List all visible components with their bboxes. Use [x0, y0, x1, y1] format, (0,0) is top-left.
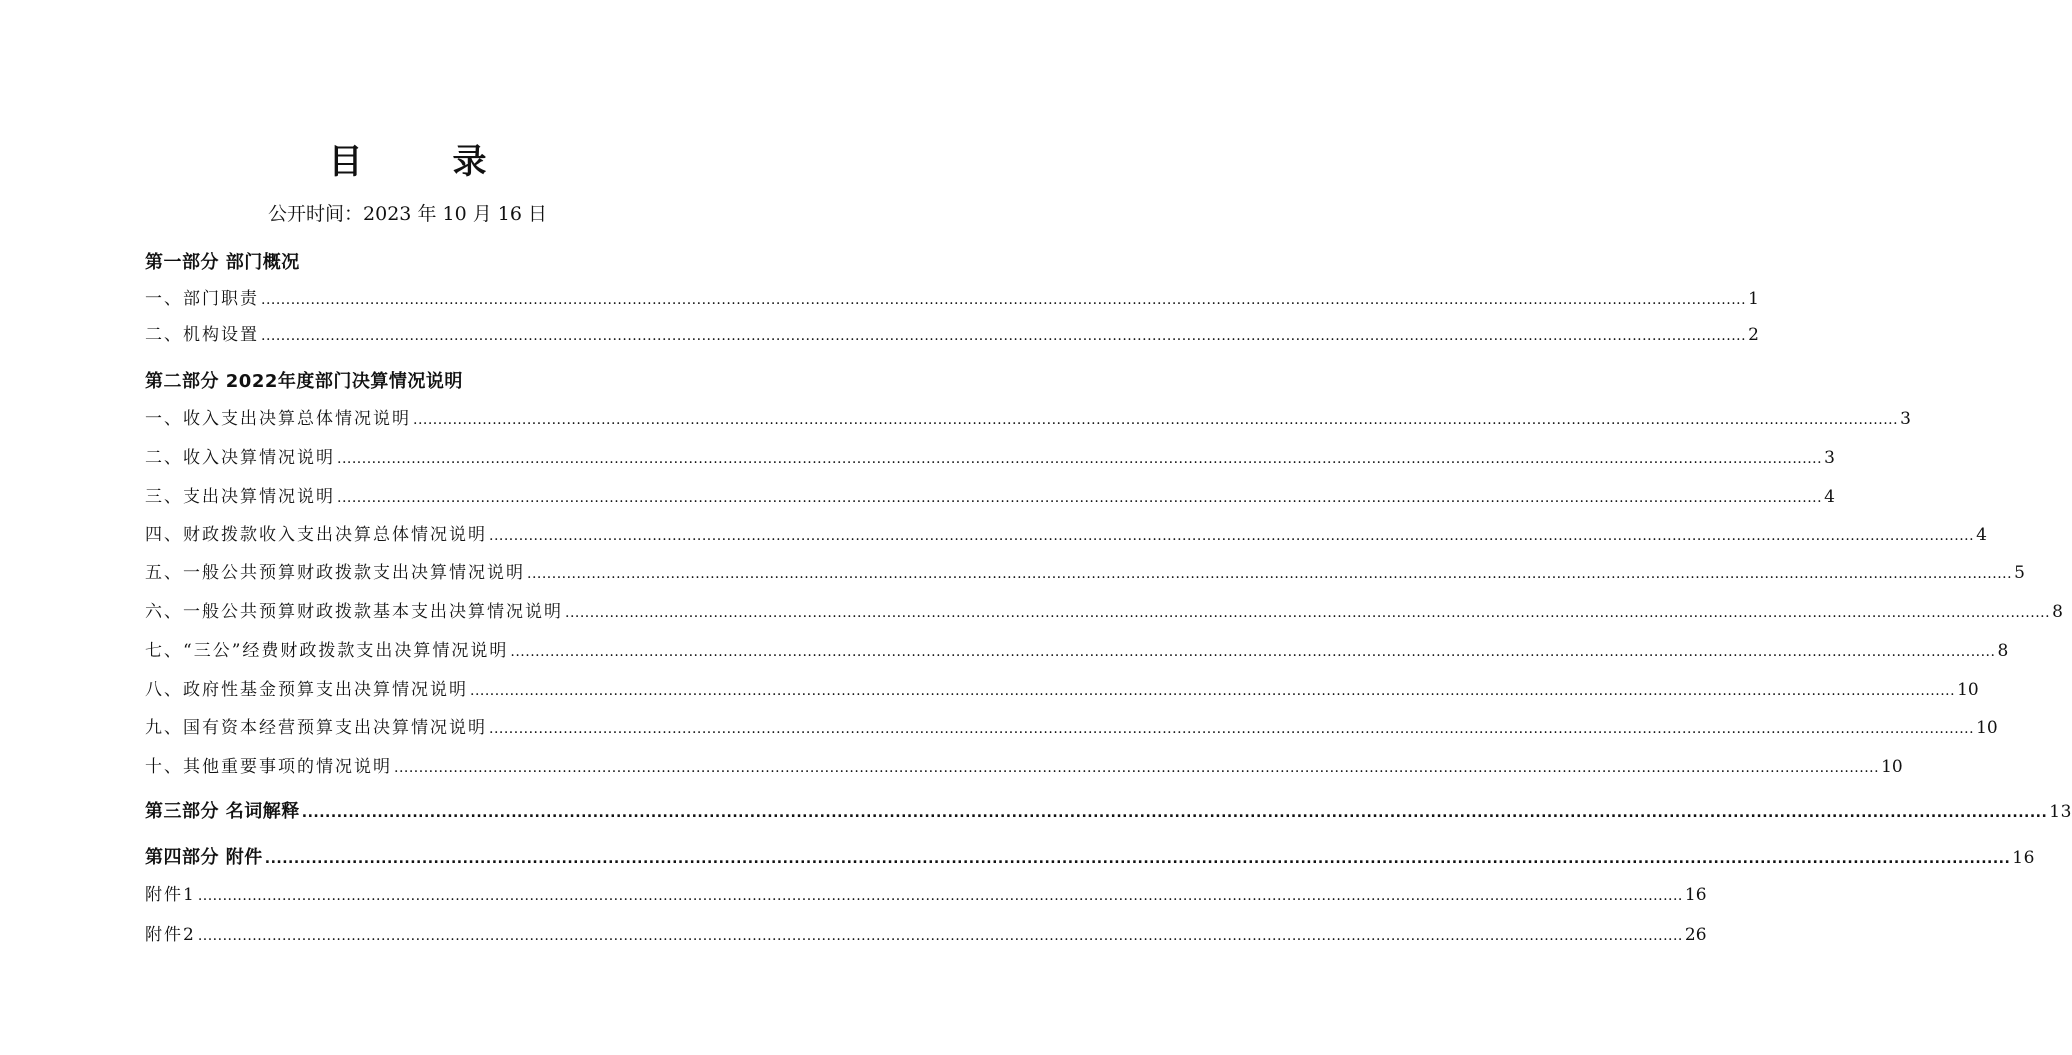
toc-page-number: 4 — [1976, 525, 1987, 545]
toc-entry[interactable] — [145, 880, 1707, 905]
toc-page-number: 3 — [1900, 409, 1911, 429]
toc-entry[interactable] — [145, 320, 1759, 345]
toc-page-number: 16 — [2012, 848, 2035, 868]
page-title: 目 录 — [328, 142, 515, 182]
toc-page-number: 10 — [1976, 718, 1998, 738]
toc-entry-label: 一、部门职责 — [145, 289, 259, 309]
toc-entry-label: 七、“三公”经费财政拨款支出决算情况说明 — [145, 641, 509, 661]
toc-entry[interactable] — [145, 920, 1707, 945]
toc-page-number: 2 — [1748, 325, 1759, 345]
toc-entry[interactable] — [145, 520, 1987, 545]
toc-entry-label: 第一部分 部门概况 — [145, 252, 300, 273]
toc-page-number: 26 — [1684, 925, 1707, 945]
toc-entry-label: 九、国有资本经营预算支出决算情况说明 — [145, 718, 487, 738]
toc-section-heading[interactable] — [145, 797, 2072, 823]
toc-page-number: 3 — [1824, 448, 1835, 468]
toc-page-number: 16 — [1684, 885, 1707, 905]
dot-leader: ............................................................................................................................................................................................................................................................................................................ — [413, 412, 1899, 428]
dot-leader: ............................................................................................................................................................................................................................................................................................................ — [489, 721, 1975, 737]
dot-leader: ............................................................................................................................................................................................................................................................................................................ — [470, 683, 1956, 699]
toc-entry[interactable] — [145, 284, 1759, 309]
toc-section-heading[interactable] — [145, 248, 713, 274]
toc-entry-label: 第二部分 2022年度部门决算情况说明 — [145, 371, 463, 392]
dot-leader: ............................................................................................................................................................................................................................................................................................................ — [337, 490, 1823, 506]
dot-leader: ............................................................................................................................................................................................................................................................................................................ — [197, 888, 1683, 904]
toc-entry[interactable] — [145, 443, 1835, 468]
toc-entry[interactable] — [145, 636, 2009, 661]
toc-entry[interactable] — [145, 597, 2063, 622]
toc-entry-label: 附件1 — [145, 885, 196, 905]
toc-entry-label: 三、支出决算情况说明 — [145, 487, 335, 507]
toc-page-number: 4 — [1824, 487, 1835, 507]
dot-leader: ............................................................................................................................................................................................................................................................................................................ — [510, 644, 1996, 660]
dot-leader: ............................................................................................................................................................................................................................................................................................................ — [264, 851, 2011, 867]
toc-entry[interactable] — [145, 558, 2025, 583]
toc-page-number: 13 — [2049, 802, 2072, 822]
toc-page-number: 8 — [1997, 641, 2009, 661]
toc-entry-label: 第三部分 名词解释 — [145, 801, 300, 822]
toc-entry-label: 四、财政拨款收入支出决算总体情况说明 — [145, 525, 487, 545]
toc-page-number: 10 — [1881, 757, 1903, 777]
dot-leader: ............................................................................................................................................................................................................................................................................................................ — [565, 605, 2051, 621]
toc-entry[interactable] — [145, 752, 1903, 777]
toc-page-number: 1 — [1748, 289, 1759, 309]
dot-leader: ............................................................................................................................................................................................................................................................................................................ — [197, 928, 1683, 944]
dot-leader: ............................................................................................................................................................................................................................................................................................................ — [261, 292, 1747, 308]
toc-page-number: 8 — [2052, 602, 2063, 622]
dot-leader: ............................................................................................................................................................................................................................................................................................................ — [301, 805, 2048, 821]
toc-entry-label: 附件2 — [145, 925, 196, 945]
toc-section-heading[interactable] — [145, 367, 713, 393]
toc-entry-label: 六、一般公共预算财政拨款基本支出决算情况说明 — [145, 602, 563, 622]
dot-leader: ............................................................................................................................................................................................................................................................................................................ — [489, 528, 1975, 544]
toc-entry-label: 二、收入决算情况说明 — [145, 448, 335, 468]
toc-entry[interactable] — [145, 713, 1998, 738]
publish-date: 公开时间：2023 年 10 月 16 日 — [268, 203, 547, 225]
toc-entry-label: 五、一般公共预算财政拨款支出决算情况说明 — [145, 563, 525, 583]
toc-page-number: 5 — [2014, 563, 2025, 583]
toc-page-number: 10 — [1957, 680, 1979, 700]
toc-entry-label: 十、其他重要事项的情况说明 — [145, 757, 392, 777]
dot-leader: ............................................................................................................................................................................................................................................................................................................ — [527, 566, 2013, 582]
toc-entry-label: 第四部分 附件 — [145, 847, 263, 868]
dot-leader: ............................................................................................................................................................................................................................................................................................................ — [337, 451, 1823, 467]
toc-entry-label: 一、收入支出决算总体情况说明 — [145, 409, 411, 429]
dot-leader: ............................................................................................................................................................................................................................................................................................................ — [394, 760, 1880, 776]
toc-entry-label: 八、政府性基金预算支出决算情况说明 — [145, 680, 468, 700]
toc-entry[interactable] — [145, 675, 1979, 700]
dot-leader: ............................................................................................................................................................................................................................................................................................................ — [261, 328, 1747, 344]
toc-entry[interactable] — [145, 404, 1911, 429]
toc-section-heading[interactable] — [145, 843, 2035, 869]
toc-entry-label: 二、机构设置 — [145, 325, 259, 345]
toc-entry[interactable] — [145, 482, 1835, 507]
